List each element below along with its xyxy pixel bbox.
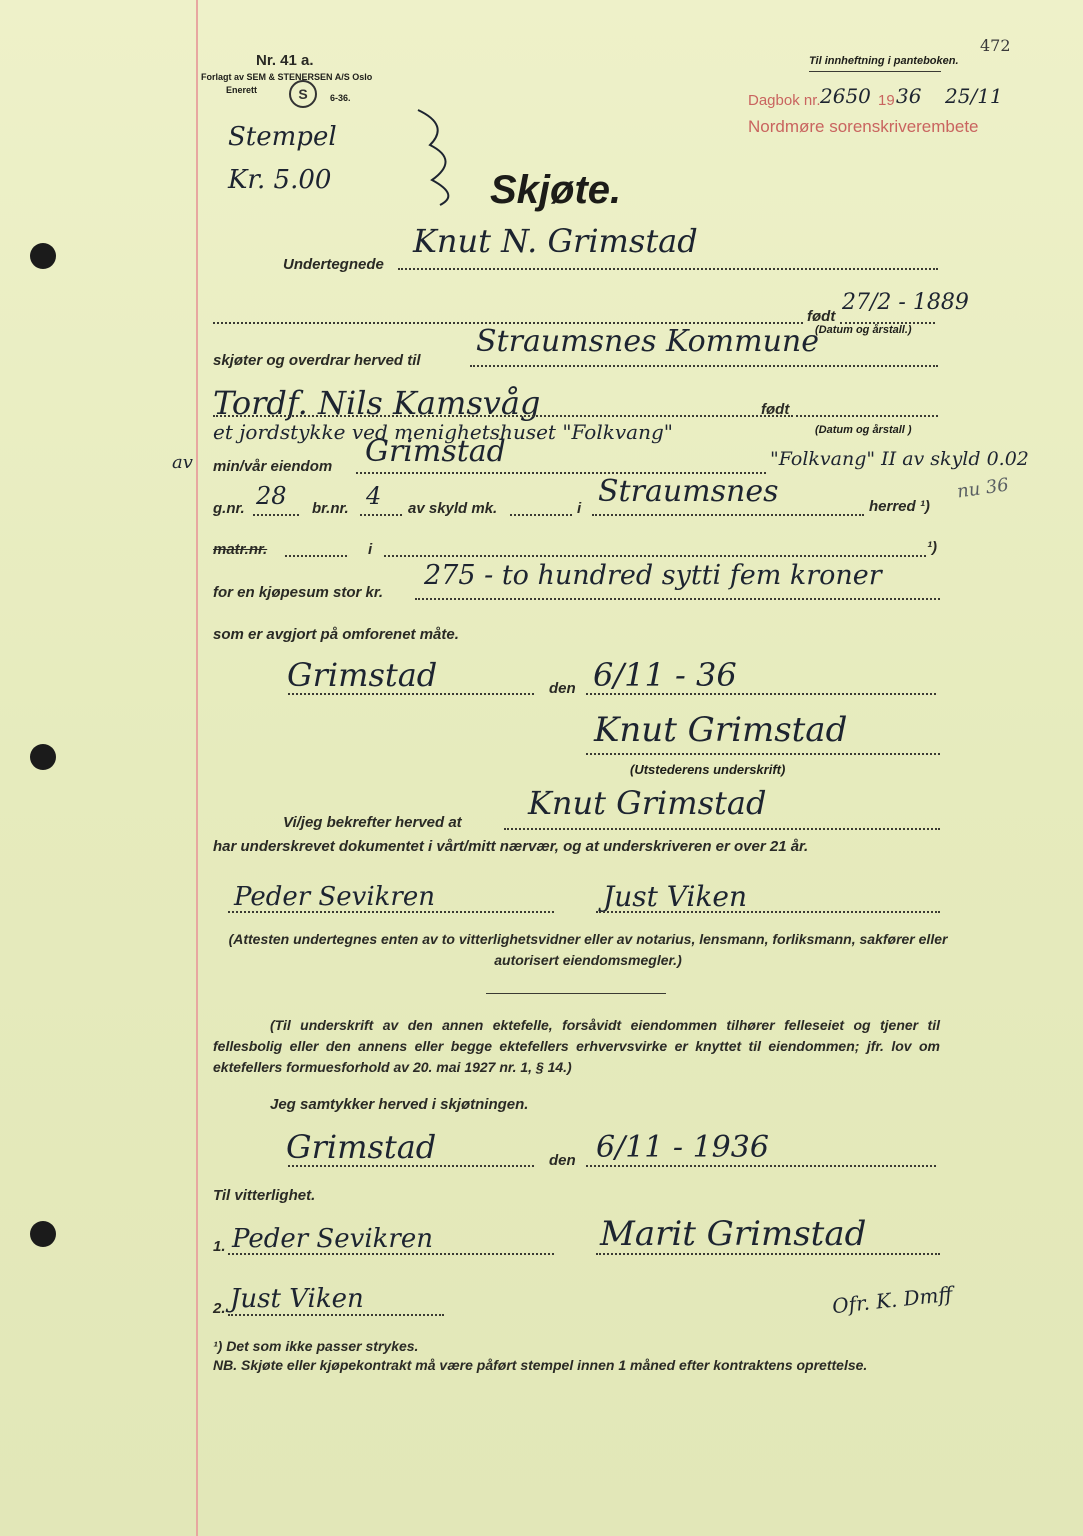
fodt1-label: født: [807, 308, 836, 325]
witness1-line: [228, 1253, 554, 1255]
dagbok-number: 2650: [820, 84, 871, 108]
gnr-label: g.nr.: [213, 500, 245, 517]
av-prefix: av: [172, 452, 193, 473]
footnote: ¹) Det som ikke passer strykes.: [213, 1338, 419, 1354]
eiendom-value: Grimstad: [365, 434, 506, 469]
undertegnede-line: [398, 268, 938, 270]
form-date: 6-36.: [330, 93, 351, 103]
bracket-flourish: [410, 100, 480, 210]
skyld-label: av skyld mk.: [408, 500, 498, 517]
avgjort-text: som er avgjort på omforenet måte.: [213, 626, 459, 643]
witness2-name: Just Viken: [230, 1284, 364, 1314]
attest-line2: har underskrevet dokumentet i vårt/mitt nærvær, og at underskriveren er over 21 år.: [213, 838, 809, 855]
undertegnede-value: Knut N. Grimstad: [413, 222, 698, 260]
matr-i: i: [368, 541, 373, 558]
publisher-logo: S: [289, 80, 317, 108]
kjopesum-label: for en kjøpesum stor kr.: [213, 584, 384, 601]
spouse-signature: Marit Grimstad: [600, 1214, 867, 1254]
spouse-date-line: [586, 1165, 936, 1167]
year-prefix: 19: [878, 92, 895, 109]
herred-value: Straumsnes: [598, 474, 779, 509]
herred-label: herred ¹): [869, 498, 930, 515]
office-stamp: Nordmøre sorenskriverembete: [748, 117, 979, 136]
signature-caption: (Utstederens underskrift): [630, 762, 786, 777]
spouse-note: (Til underskrift av den annen ektefelle, forsåvidt eiendommen tilhører felleseiet og tjener til fellesbolig eller den annens eller begge ektefellers erhvervsvirke er knyttet til eiendommen; jfr. lov om ektefellers formuesforhold av 20. mai 1927 nr. 1, § 14.): [213, 1017, 940, 1075]
attest-witness1: Peder Sevikren: [234, 882, 435, 912]
kjopesum-value: 275 - to hundred sytti fem kroner: [424, 560, 882, 591]
skjoter-label: skjøter og overdrar herved til: [213, 352, 421, 369]
fodt1-value: 27/2 - 1889: [842, 290, 969, 315]
eiendom-label: min/vår eiendom: [213, 458, 333, 475]
fodt2-label: født: [761, 401, 790, 418]
witness1-number: 1.: [213, 1238, 226, 1255]
form-number: Nr. 41 a.: [256, 52, 314, 69]
attest-value: Knut Grimstad: [528, 784, 767, 822]
brnr-label: br.nr.: [312, 500, 349, 517]
spouse-date: 6/11 - 1936: [596, 1130, 769, 1165]
skyld-line: [510, 514, 572, 516]
datum2-caption: (Datum og årstall ): [815, 424, 912, 436]
matr-note: ¹): [927, 539, 937, 556]
top-note: Til innheftning i pantebоken.: [809, 55, 959, 67]
spouse-signature-line: [596, 1253, 940, 1255]
til-vitterlighet: Til vitterlighet.: [213, 1187, 316, 1204]
publisher-enerett: Enerett: [226, 85, 258, 95]
punch-hole-bottom: [30, 1221, 56, 1247]
undertegnede-label: Undertegnede: [283, 256, 384, 273]
attest-witness2: Just Viken: [603, 880, 748, 913]
signing-place-line: [288, 693, 534, 695]
margin-rule: [196, 0, 198, 1536]
margin-note-amount: Kr. 5.00: [228, 165, 332, 195]
recipient-line2: Tordf. Nils Kamsvåg: [213, 384, 541, 422]
matr-line: [285, 555, 347, 557]
publisher-line: Forlagt av SEM & STENERSEN A/S Oslo: [201, 72, 373, 82]
herred-line: [592, 514, 864, 516]
clerk-initials: Ofr. K. Dmff: [831, 1281, 954, 1319]
issuer-signature: Knut Grimstad: [594, 710, 848, 750]
recipient-line2-rule: [213, 415, 793, 417]
skjoter-line: [470, 365, 938, 367]
section-divider: [486, 993, 666, 994]
year-suffix: 36: [896, 84, 922, 108]
signing-place: Grimstad: [287, 656, 438, 694]
witness1-name: Peder Sevikren: [232, 1224, 433, 1254]
spouse-den-label: den: [549, 1152, 576, 1169]
brnr-line: [360, 514, 402, 516]
witness2-line: [228, 1314, 444, 1316]
witness2-number: 2.: [213, 1300, 226, 1317]
gnr-line: [253, 514, 299, 516]
i-label: i: [577, 500, 582, 517]
attest-witness1-line: [228, 911, 554, 913]
eiendom-extra: "Folkvang" II av skyld 0.02: [770, 448, 1029, 470]
nb-note: NB. Skjøte eller kjøpekontrakt må være påført stempel innen 1 måned efter kontraktens oprettelse.: [213, 1357, 868, 1373]
kjopesum-line: [415, 598, 940, 600]
brnr-value: 4: [366, 482, 382, 510]
attest-line: [504, 828, 940, 830]
punch-hole-top: [30, 243, 56, 269]
attest-witness2-line: [596, 911, 940, 913]
consent-text: Jeg samtykker herved i skjøtningen.: [270, 1096, 529, 1113]
spouse-place-line: [288, 1165, 534, 1167]
signing-den-label: den: [549, 680, 576, 697]
spouse-place: Grimstad: [286, 1128, 437, 1166]
attest-label: Vi/jeg bekrefter herved at: [283, 814, 462, 831]
side-note: nu 36: [955, 474, 1011, 503]
top-note-underline: [809, 71, 941, 72]
entry-date: 25/11: [945, 84, 1003, 108]
signing-date: 6/11 - 36: [593, 656, 737, 694]
page-number: 472: [980, 36, 1011, 55]
fodt2-line: [796, 415, 938, 417]
margin-note-stempel: Stempel: [228, 122, 337, 152]
matr-label: matr.nr.: [213, 541, 268, 558]
dagbok-label: Dagbok nr.: [748, 92, 821, 109]
recipient-line3: et jordstykke ved menighetshuset "Folkvang": [213, 420, 673, 444]
document-title: Skjøte.: [490, 168, 622, 212]
issuer-signature-line: [586, 753, 940, 755]
skjoter-value: Straumsnes Kommune: [476, 324, 819, 359]
punch-hole-middle: [30, 744, 56, 770]
matr-herred-line: [384, 555, 926, 557]
gnr-value: 28: [256, 482, 287, 510]
datum1-caption: (Datum og årstall.): [815, 324, 912, 336]
attest-note: (Attesten undertegnes enten av to vitterlighetsvidner eller av notarius, lensmann, forliksmann, sakfører eller autorisert eiendomsmegler.): [228, 931, 948, 968]
